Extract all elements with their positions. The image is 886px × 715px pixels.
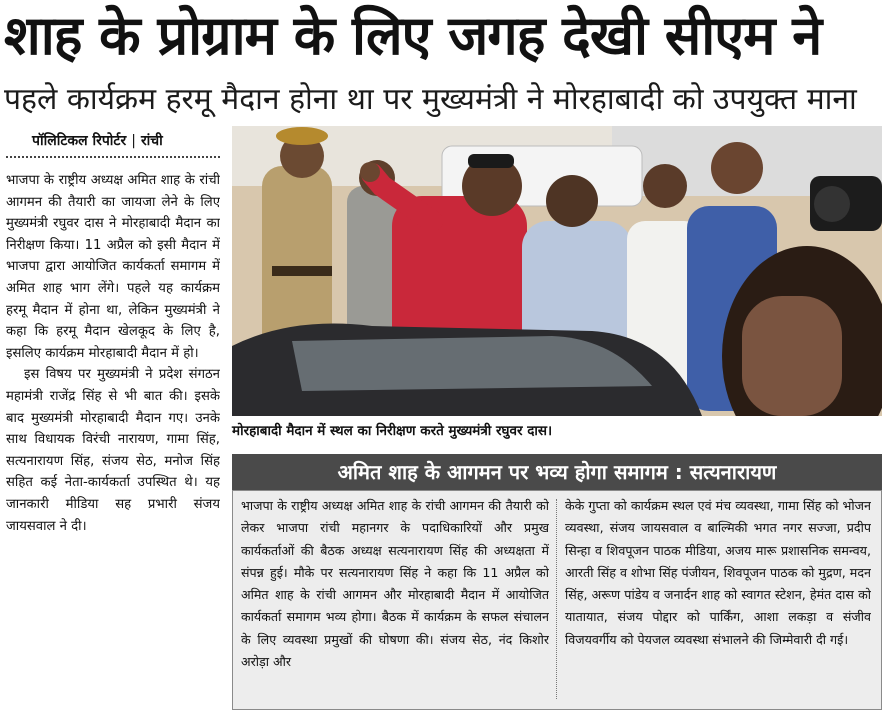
left-article-column [6,170,220,710]
box-column-2: केके गुप्ता को कार्यक्रम स्थल एवं मंच व्यवस्था, गामा सिंह को भोजन व्यवस्था, संजय जायसवाल व बाल्मिकी भगत नगर सज्जा, प्रदीप सिन्हा व शिवपूजन पाठक मीडिया, अजय मारू प्रशासनिक समन्वय, आरती सिंह व शोभा सिंह पंजीयन, शिवपूजन पाठक को मुद्रण, मदन सिंह, अरूण पांडेय व जनार्दन शाह को स्वागत स्टेशन, हेमंत दास को यातायात, संजय पोद्दार को पार्किंग, आशा लकड़ा व संजीव विजयवर्गीय को पेयजल व्यवस्था संभालने की जिम्मेवारी दी गई। [565,498,871,647]
news-photo-illustration [232,126,882,416]
box-column-1: भाजपा के राष्ट्रीय अध्यक्ष अमित शाह के रांची आगमन की तैयारी को लेकर भाजपा रांची महानगर के पदाधिकारियों और प्रमुख कार्यकर्ताओं की बैठक अध्यक्ष सत्यनारायण सिंह की अध्यक्षता में संपन्न हुई। मौके पर सत्यनारायण सिंह ने कहा कि 11 अप्रैल को अमित शाह के रांची आगमन और मोरहाबादी मैदान में आयोजित कार्यकर्ता समागम भव्य होगा। बैठक में कार्यक्रम के सफल संचालन के लिए व्यवस्था प्रमुखों की घोषणा की। संजय सेठ, नंद किशोर अरोड़ा और [241,498,549,670]
left-paragraph-1: भाजपा के राष्ट्रीय अध्यक्ष अमित शाह के रांची आगमन की तैयारी का जायजा लेने के लिए मुख्यमंत्री रघुवर दास ने मोरहाबादी मैदान का निरीक्षण किया। 11 अप्रैल को इसी मैदान में भाजपा द्वारा आयोजित कार्यकर्ता समागम में अमित शाह भाग लेंगे। पहले यह कार्यक्रम हरमू मैदान में होना था, लेकिन मुख्यमंत्री ने कहा कि हरमू मैदान खेलकूद के लिए है, इसलिए कार्यक्रम मोरहाबादी मैदान में हो। [6,173,220,361]
left-paragraph-2: इस विषय पर मुख्यमंत्री ने प्रदेश संगठन महामंत्री राजेंद्र सिंह से भी बात की। इसके बाद मुख्यमंत्री मोरहाबादी मैदान गए। उनके साथ विधायक विरंची नारायण, गामा सिंह, सत्यनारायण सिंह, संजय सेठ, मनोज सिंह सहित कई नेता-कार्यकर्ता उपस्थित थे। यह जानकारी मीडिया सह प्रभारी संजय जायसवाल ने दी। [6,367,220,534]
box-column-divider [556,499,557,699]
byline-separator: | [131,133,136,149]
news-photo [232,126,882,416]
byline-reporter: पॉलिटिकल रिपोर्टर [32,133,127,149]
box-heading: अमित शाह के आगमन पर भव्य होगा समागम : सत्यनारायण [232,454,882,490]
byline-divider [6,156,220,158]
photo-caption: मोरहाबादी मैदान में स्थल का निरीक्षण करते मुख्यमंत्री रघुवर दास। [232,423,553,439]
byline [32,130,222,152]
headline: शाह के प्रोग्राम के लिए जगह देखी सीएम ने [4,4,822,67]
sidebar-story-box [232,490,882,710]
byline-location: रांची [140,133,163,149]
subheadline: पहले कार्यक्रम हरमू मैदान होना था पर मुख्यमंत्री ने मोरहाबादी को उपयुक्त माना [4,82,857,117]
